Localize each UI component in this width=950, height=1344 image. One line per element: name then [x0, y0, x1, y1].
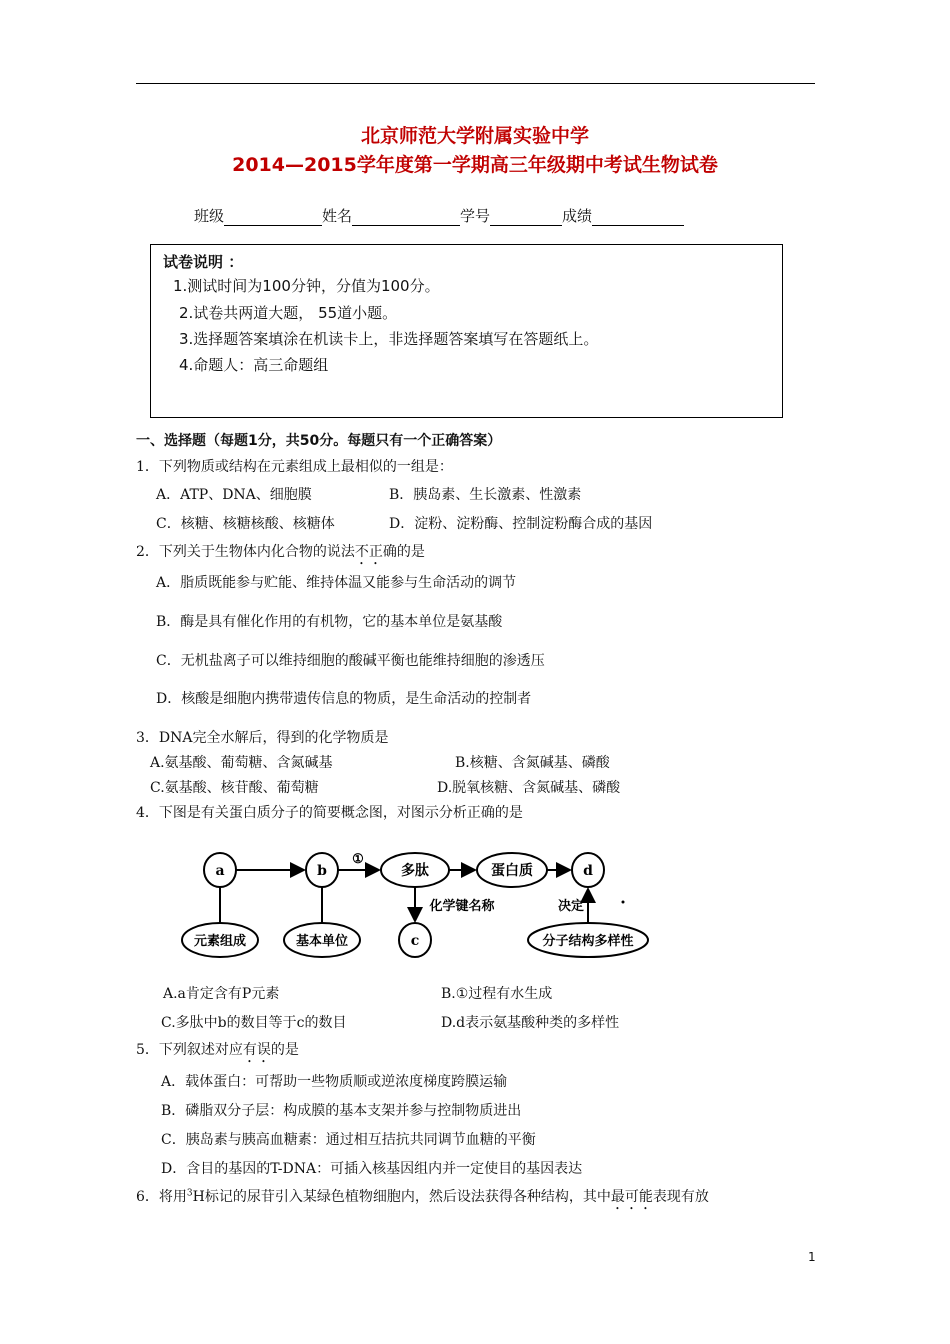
exam-title: 2014—2015学年度第一学期高三年级期中考试生物试卷 — [232, 154, 718, 176]
q2-stem: 2．下列关于生物体内化合物的说法不正确的是 — [136, 544, 425, 560]
class-label: 班级 — [194, 207, 225, 225]
notice-item-2: 2.试卷共两道大题， 55道小题。 — [179, 304, 398, 322]
q2-option-b: B．酶是具有催化作用的有机物，它的基本单位是氨基酸 — [156, 614, 503, 630]
q5-option-c: C．胰岛素与胰高血糖素：通过相互拮抗共同调节血糖的平衡 — [161, 1132, 536, 1148]
q3-option-d: D.脱氧核糖、含氮碱基、磷酸 — [437, 780, 621, 796]
notice-item-4: 4.命题人：高三命题组 — [179, 356, 329, 374]
notice-box — [150, 244, 783, 418]
q2-emphasis: 不正 — [354, 544, 383, 560]
step-one-label: ① — [352, 852, 364, 867]
q1-option-d: D．淀粉、淀粉酶、控制淀粉酶合成的基因 — [389, 516, 653, 532]
node-peptide-label: 多肽 — [401, 863, 429, 879]
q5-stem: 5．下列叙述对应有误的是 — [136, 1042, 299, 1058]
box-elements-label: 元素组成 — [193, 934, 247, 949]
q4-option-a: A.a肯定含有P元素 — [163, 986, 280, 1002]
q1-option-c: C．核糖、核糖核酸、核糖体 — [156, 516, 335, 532]
q5-option-b: B．磷脂双分子层：构成膜的基本支架并参与控制物质进出 — [161, 1103, 522, 1119]
q6-superscript: 3 — [186, 1188, 193, 1199]
node-protein-label: 蛋白质 — [491, 863, 533, 879]
q4-option-c: C.多肽中b的数目等于c的数目 — [161, 1015, 347, 1031]
q4-option-b: B.①过程有水生成 — [441, 986, 553, 1002]
q3-option-b: B.核糖、含氮碱基、磷酸 — [455, 755, 610, 771]
q3-stem: 3．DNA完全水解后，得到的化学物质是 — [136, 730, 389, 746]
node-a-label: a — [215, 863, 225, 879]
section-heading: 一、选择题（每题1分，共50分。每题只有一个正确答案） — [136, 433, 502, 449]
score-blank[interactable] — [592, 209, 684, 226]
protein-concept-diagram — [170, 835, 650, 970]
q5-emphasis: 有误 — [242, 1042, 271, 1058]
q4-stem: 4．下图是有关蛋白质分子的简要概念图，对图示分析正确的是 — [136, 805, 523, 821]
q2-option-d: D．核酸是细胞内携带遗传信息的物质，是生命活动的控制者 — [156, 691, 532, 707]
name-blank[interactable] — [352, 209, 460, 226]
id-blank[interactable] — [490, 209, 562, 226]
node-b-label: b — [317, 863, 327, 879]
q6-stem: 6．将用$^3$H标记的尿苷引入某绿色植物细胞内，然后设法获得各种结构，其中最可能表现有放 — [136, 1188, 709, 1205]
node-d-label: d — [583, 863, 593, 879]
q5-option-a: A．载体蛋白：可帮助一些物质顺或逆浓度梯度跨膜运输 — [161, 1074, 508, 1090]
header-rule — [136, 83, 815, 84]
page-number: 1 — [808, 1250, 816, 1264]
name-label: 姓名 — [322, 207, 353, 225]
q1-stem: 1．下列物质或结构在元素组成上最相似的一组是： — [136, 459, 453, 475]
stray-dot — [622, 901, 625, 904]
box-diversity-label: 分子结构多样性 — [542, 934, 634, 949]
label-decide: 决定 — [557, 899, 585, 914]
notice-item-1: 1.测试时间为100分钟，分值为100分。 — [173, 277, 440, 295]
q3-option-c: C.氨基酸、核苷酸、葡萄糖 — [150, 780, 319, 796]
q4-option-d: D.d表示氨基酸种类的多样性 — [441, 1015, 620, 1031]
score-label: 成绩 — [562, 207, 593, 225]
q1-option-a: A．ATP、DNA、细胞膜 — [156, 487, 312, 503]
node-c-label: c — [410, 933, 420, 949]
q5-option-d: D．含目的基因的T-DNA：可插入核基因组内并一定使目的基因表达 — [161, 1161, 583, 1177]
notice-title: 试卷说明 ： — [163, 253, 244, 271]
q2-option-c: C．无机盐离子可以维持细胞的酸碱平衡也能维持细胞的渗透压 — [156, 653, 545, 669]
school-title: 北京师范大学附属实验中学 — [360, 125, 589, 147]
class-blank[interactable] — [224, 209, 322, 226]
q6-emphasis: 最可能 — [610, 1189, 653, 1205]
label-bond: 化学键名称 — [429, 899, 495, 914]
q1-option-b: B．胰岛素、生长激素、性激素 — [389, 487, 582, 503]
notice-item-3: 3.选择题答案填涂在机读卡上，非选择题答案填写在答题纸上。 — [179, 330, 599, 348]
q3-option-a: A.氨基酸、葡萄糖、含氮碱基 — [150, 755, 333, 771]
id-label: 学号 — [460, 207, 491, 225]
box-unit-label: 基本单位 — [295, 934, 349, 949]
q2-option-a: A．脂质既能参与贮能、维持体温又能参与生命活动的调节 — [156, 575, 517, 591]
info-line — [194, 205, 684, 226]
